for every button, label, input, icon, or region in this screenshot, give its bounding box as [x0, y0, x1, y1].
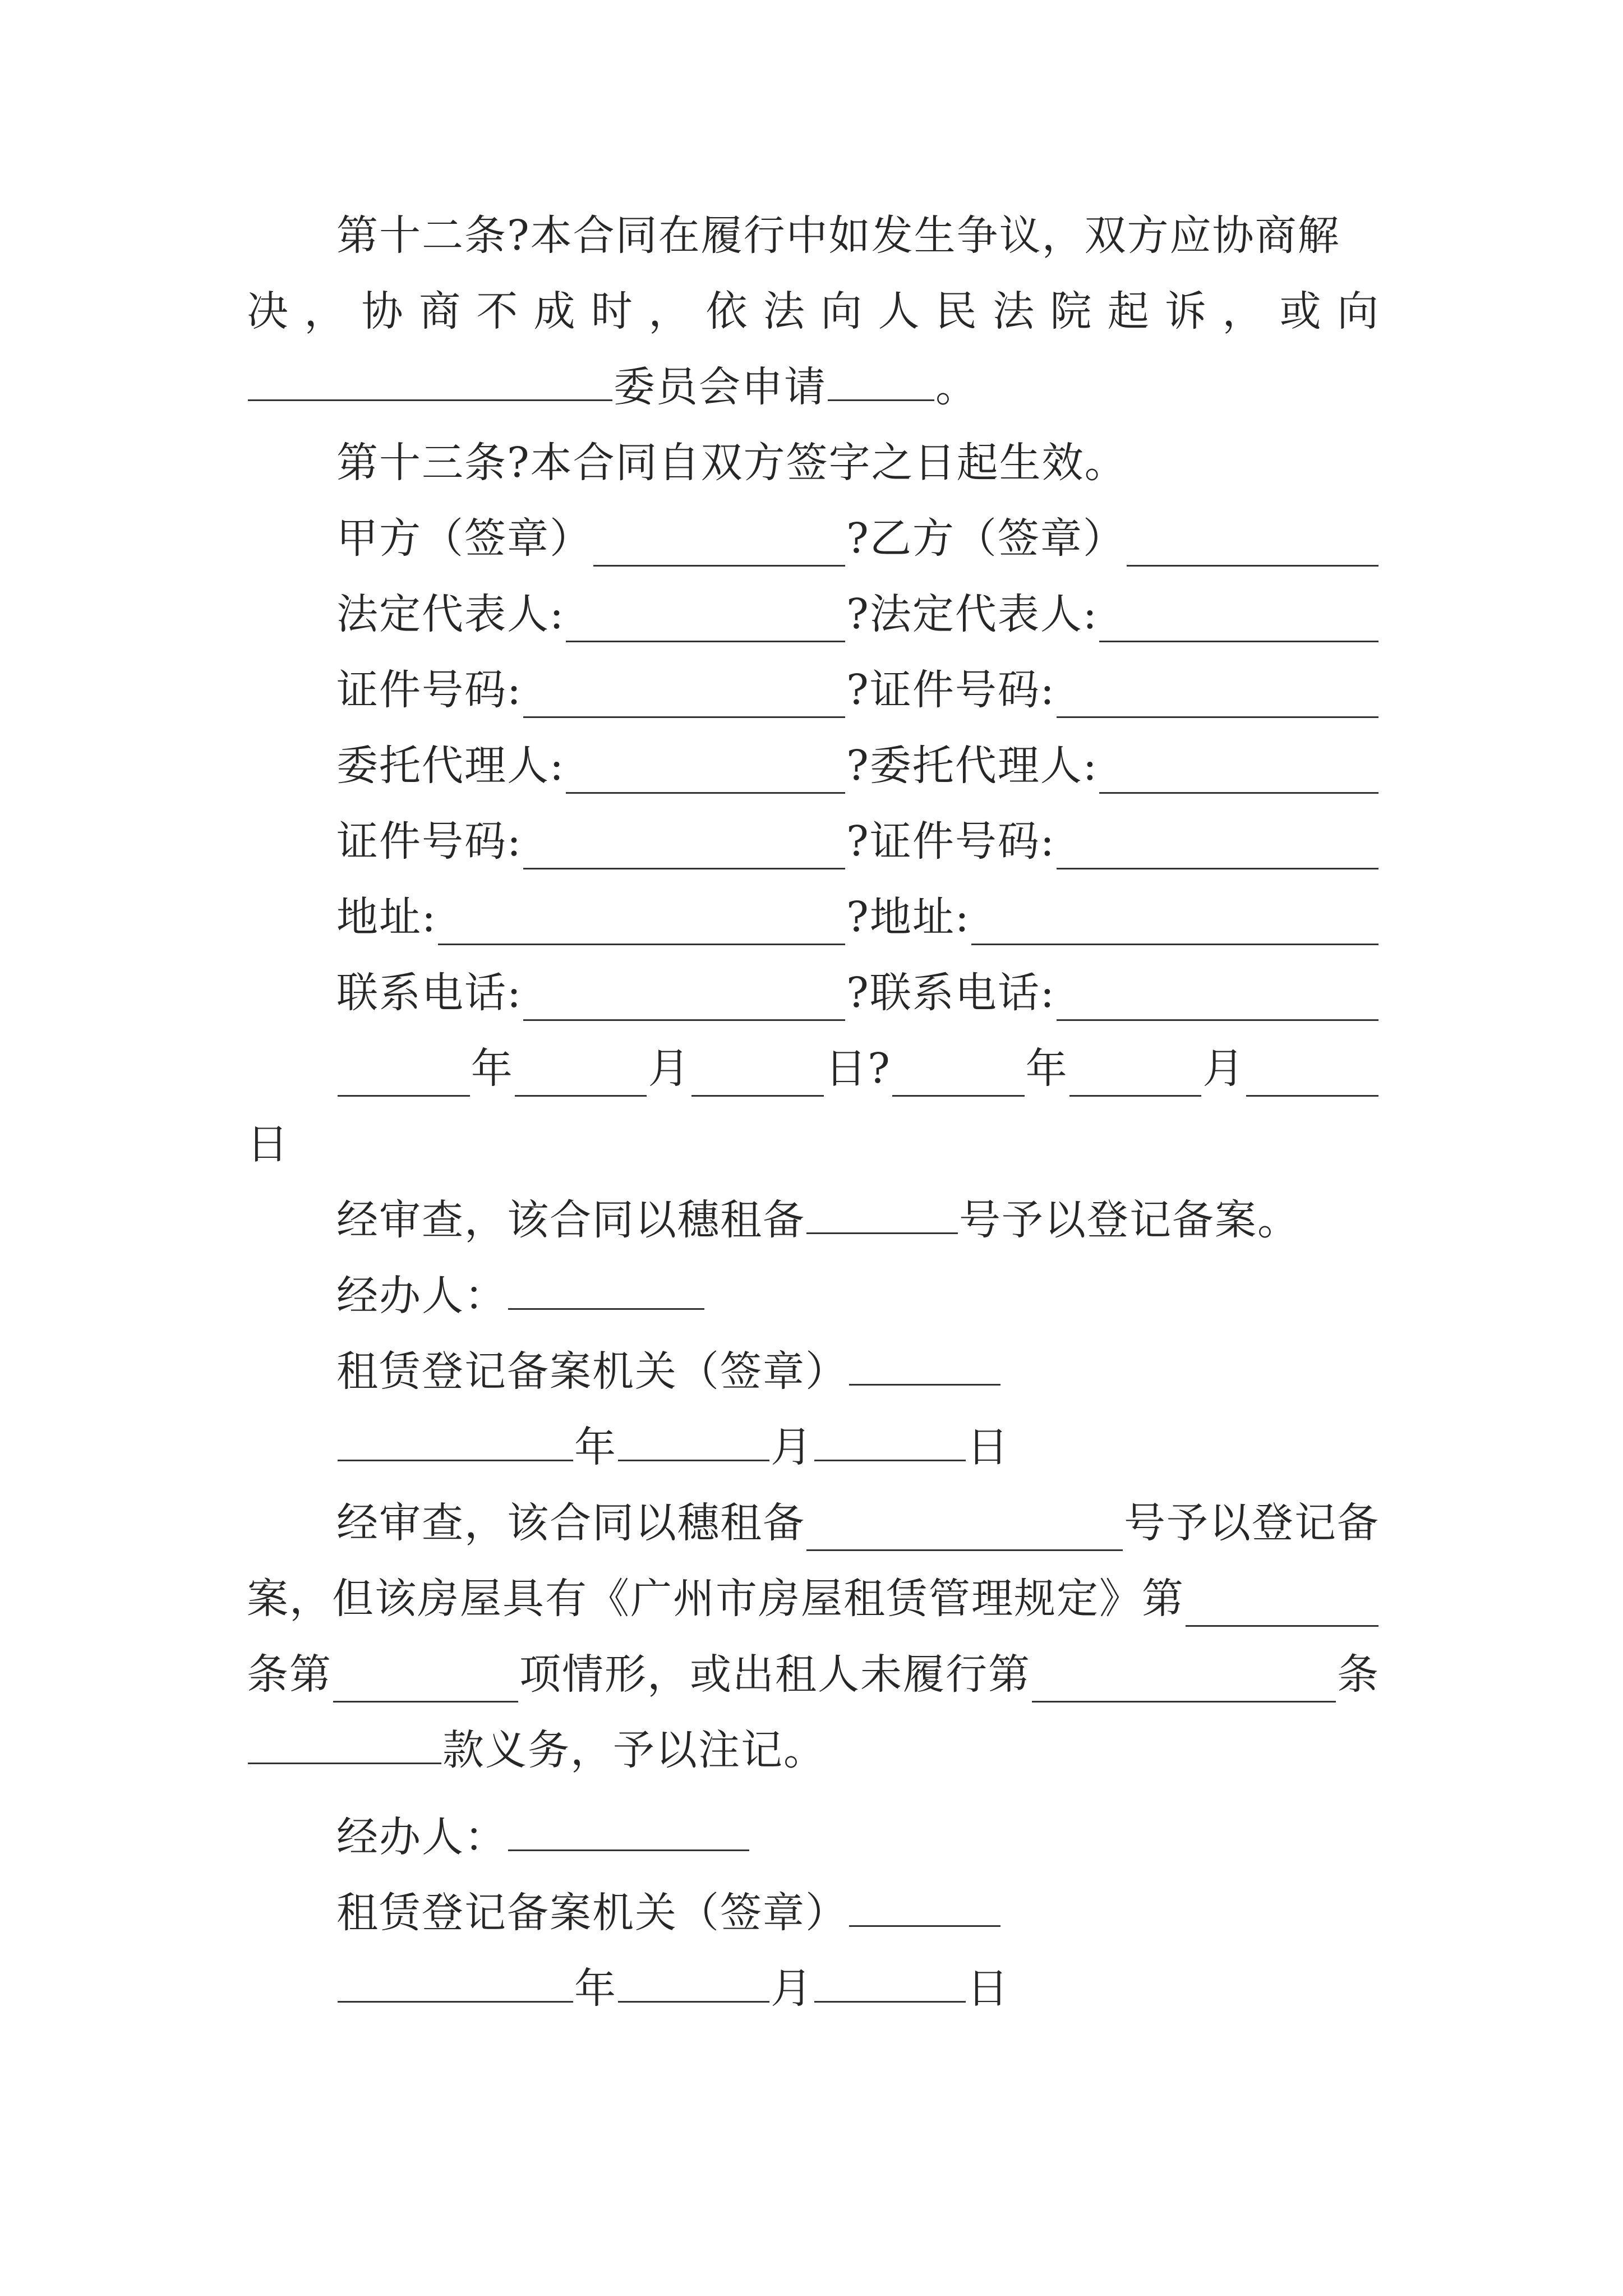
committee-text: 委员会申请	[614, 363, 827, 411]
party-b-rep-blank[interactable]	[1099, 601, 1378, 642]
party-a-year-blank[interactable]	[338, 1056, 470, 1097]
year-label: 年	[574, 1964, 617, 2013]
item-number-blank[interactable]	[333, 1662, 518, 1703]
month-label: 月	[1202, 1045, 1246, 1093]
party-b-address-blank[interactable]	[971, 904, 1378, 945]
record-2-date	[336, 1961, 1380, 2017]
signature-row	[336, 738, 1380, 794]
day-blank[interactable]	[814, 1962, 966, 2003]
day-label: 日	[967, 1964, 1009, 2013]
party-b-address-label: ?地址:	[846, 893, 970, 941]
party-a-month-blank[interactable]	[515, 1056, 647, 1097]
record-text: 案，但该房屋具有《广州市房屋租赁管理规定》第	[247, 1575, 1184, 1623]
signature-row	[336, 510, 1380, 567]
party-b-phone-label: ?联系电话:	[846, 969, 1055, 1017]
period: 。	[935, 363, 978, 411]
party-a-seal-blank[interactable]	[593, 526, 845, 567]
record-1-agency	[336, 1343, 1380, 1400]
record-1-date	[336, 1419, 1380, 1475]
article-12-line-3	[247, 359, 1380, 415]
party-b-seal-label: ?乙方（签章）	[846, 514, 1126, 563]
record-2-line-3	[247, 1646, 1380, 1703]
party-a-agent-id-blank[interactable]	[523, 829, 845, 869]
article-number-blank[interactable]	[1186, 1586, 1378, 1627]
article-number-blank-2[interactable]	[1032, 1662, 1336, 1703]
year-blank[interactable]	[338, 1962, 573, 2003]
agency-label: 租赁登记备案机关（签章）	[336, 1347, 848, 1396]
party-a-seal-label: 甲方（签章）	[336, 514, 592, 563]
party-b-day-blank[interactable]	[1246, 1056, 1378, 1097]
signature-row	[336, 813, 1380, 869]
party-a-agent-blank[interactable]	[566, 753, 845, 794]
article-13: 第十三条?本合同自双方签字之日起生效。	[336, 439, 1127, 487]
month-label: 月	[771, 1964, 813, 2013]
day-label-wrapped: 日	[247, 1120, 289, 1168]
party-a-id-blank[interactable]	[523, 677, 845, 718]
party-a-phone-blank[interactable]	[523, 980, 845, 1021]
handler-blank[interactable]	[508, 1810, 749, 1851]
day-blank[interactable]	[814, 1420, 966, 1461]
signature-row	[336, 965, 1380, 1021]
party-b-seal-blank[interactable]	[1127, 526, 1378, 567]
day-label: 日?	[825, 1045, 891, 1093]
signature-row	[336, 662, 1380, 718]
year-blank[interactable]	[338, 1420, 573, 1461]
handler-label: 经办人：	[336, 1813, 507, 1861]
agency-blank[interactable]	[849, 1886, 1000, 1927]
party-a-address-blank[interactable]	[438, 904, 845, 945]
party-a-rep-blank[interactable]	[566, 601, 845, 642]
blank-committee[interactable]	[248, 360, 612, 401]
party-b-agent-id-label: ?证件号码:	[846, 817, 1055, 866]
record-text: 条	[1337, 1650, 1380, 1699]
year-label: 年	[574, 1423, 617, 1471]
agency-label: 租赁登记备案机关（签章）	[336, 1889, 848, 1937]
month-label: 月	[771, 1423, 813, 1471]
record-2-line-1	[336, 1495, 1380, 1551]
record-text: 项情形，或出租人未履行第	[519, 1650, 1031, 1699]
day-label: 日	[967, 1423, 1009, 1471]
record-2-line-4	[247, 1722, 1380, 1778]
signing-date-row	[336, 1041, 1380, 1097]
record-1-handler	[336, 1268, 1380, 1324]
record-text: 条第	[247, 1650, 332, 1699]
article-12-line-1: 第十二条?本合同在履行中如发生争议，双方应协商解	[336, 211, 1340, 260]
party-b-month-blank[interactable]	[1069, 1056, 1202, 1097]
party-a-agent-id-label: 证件号码:	[336, 817, 522, 866]
record-2-handler	[336, 1809, 1380, 1865]
party-b-id-label: ?证件号码:	[846, 666, 1055, 714]
record-text: 款义务，予以注记。	[442, 1726, 826, 1774]
party-a-day-blank[interactable]	[691, 1056, 824, 1097]
signature-row	[336, 586, 1380, 642]
record-2-line-2	[247, 1571, 1380, 1627]
year-label: 年	[1025, 1045, 1068, 1093]
record-text: 经审查，该合同以穗租备	[336, 1196, 805, 1244]
record-text: 号予以登记备案。	[959, 1196, 1300, 1244]
party-b-agent-label: ?委托代理人:	[846, 742, 1098, 790]
record-number-blank[interactable]	[806, 1193, 958, 1234]
party-a-phone-label: 联系电话:	[336, 969, 522, 1017]
blank-apply[interactable]	[828, 360, 934, 401]
party-a-address-label: 地址:	[336, 893, 437, 941]
agency-blank[interactable]	[849, 1345, 1000, 1386]
party-b-id-blank[interactable]	[1057, 677, 1378, 718]
party-b-agent-id-blank[interactable]	[1057, 829, 1378, 869]
month-blank[interactable]	[618, 1962, 769, 2003]
record-number-blank[interactable]	[806, 1510, 1123, 1551]
clause-number-blank[interactable]	[248, 1723, 441, 1764]
party-a-id-label: 证件号码:	[336, 666, 522, 714]
record-1-statement	[336, 1192, 1380, 1248]
signature-row	[336, 889, 1380, 945]
month-label: 月	[648, 1045, 691, 1093]
month-blank[interactable]	[618, 1420, 769, 1461]
party-b-rep-label: ?法定代表人:	[846, 590, 1098, 638]
article-12-line-2: 决，协商不成时，依法向人民法院起诉，或向	[247, 287, 1380, 335]
party-b-agent-blank[interactable]	[1099, 753, 1378, 794]
party-b-year-blank[interactable]	[892, 1056, 1025, 1097]
party-a-rep-label: 法定代表人:	[336, 590, 565, 638]
party-a-agent-label: 委托代理人:	[336, 742, 565, 790]
year-label: 年	[471, 1045, 514, 1093]
record-text: 号予以登记备	[1124, 1499, 1380, 1547]
record-2-agency	[336, 1885, 1380, 1941]
record-text: 经审查，该合同以穗租备	[336, 1499, 805, 1547]
party-b-phone-blank[interactable]	[1057, 980, 1378, 1021]
handler-label: 经办人：	[336, 1272, 507, 1320]
handler-blank[interactable]	[508, 1269, 704, 1310]
